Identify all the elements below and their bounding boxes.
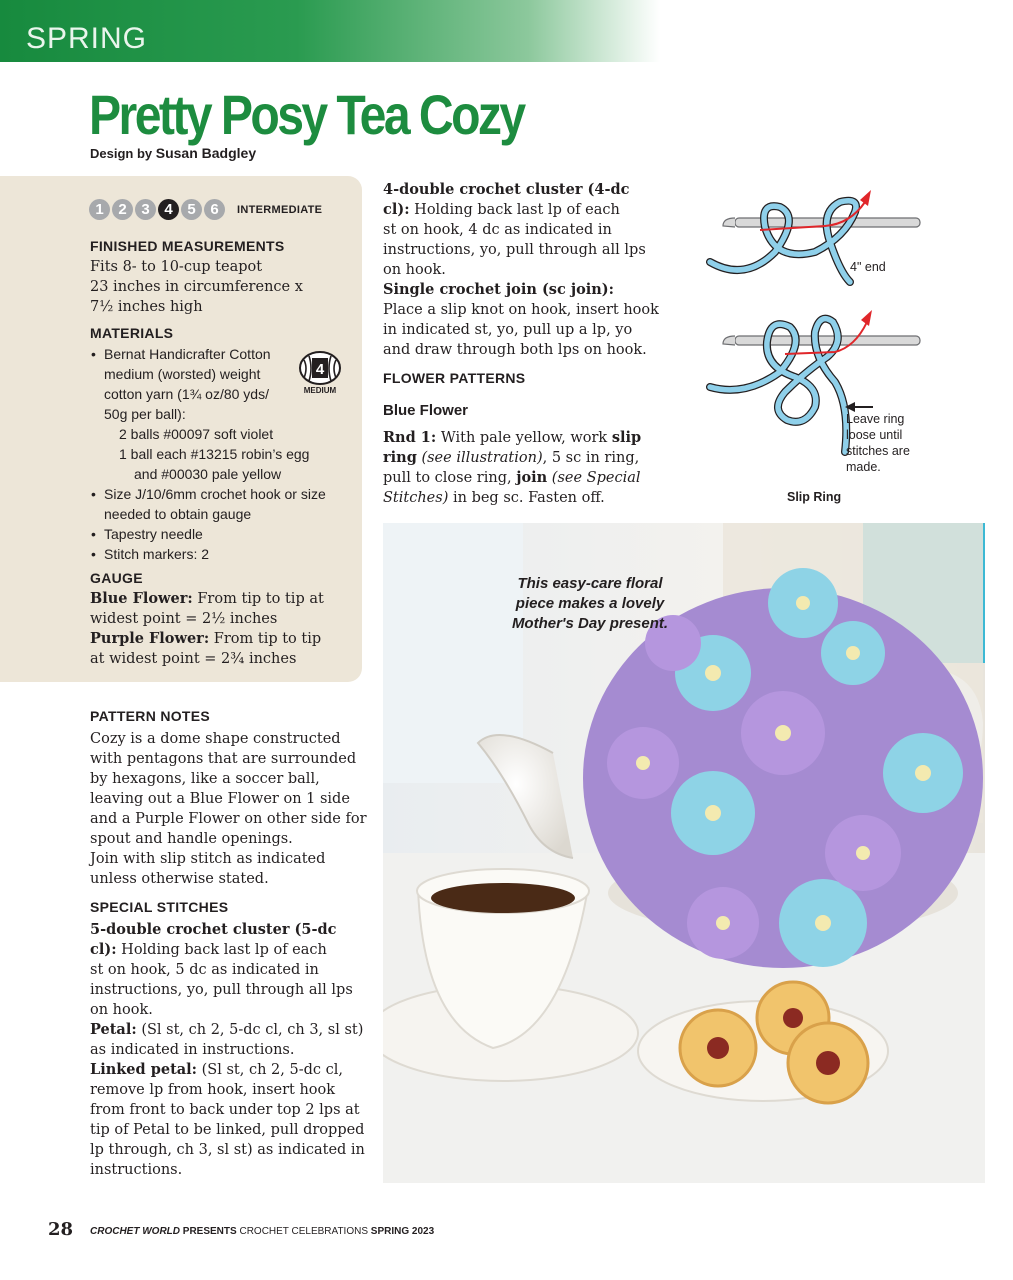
pattern-notes-line: and a Purple Flower on other side for	[90, 811, 367, 827]
stitch-term: Petal:	[90, 1021, 137, 1038]
pattern-notes-line: by hexagons, like a soccer ball,	[90, 771, 320, 787]
skill-level-indicator	[89, 199, 322, 220]
section-label: SPRING	[26, 22, 148, 55]
stitch-text: instructions, yo, pull through all lps	[383, 242, 646, 258]
stitch-text: st on hook, 4 dc as indicated in	[383, 222, 612, 238]
caption-line: piece makes a lovely	[515, 595, 665, 612]
gauge-purple-text: From tip to tip	[213, 631, 322, 647]
gauge-blue-text: widest point = 2½ inches	[90, 611, 278, 627]
materials-hook-line: needed to obtain gauge	[104, 506, 252, 522]
diagram-caption: Slip Ring	[787, 490, 842, 504]
special-stitches-heading: SPECIAL STITCHES	[90, 899, 229, 915]
byline	[90, 145, 256, 161]
gauge-text	[90, 589, 362, 669]
materials-heading: MATERIALS	[90, 325, 174, 341]
round-term: ring	[383, 449, 417, 466]
materials-hook-line: • Size J/10/6mm crochet hook or size	[89, 484, 359, 504]
materials-yarn-line: • Bernat Handicrafter Cotton	[89, 344, 359, 364]
skill-level-5: 5	[181, 199, 202, 220]
gauge-heading: GAUGE	[90, 570, 143, 586]
byline-prefix: Design by	[90, 146, 153, 161]
stitch-term: cl):	[90, 941, 117, 958]
special-stitches-left	[90, 920, 375, 1180]
finished-measurements-heading: FINISHED MEASUREMENTS	[90, 238, 285, 254]
stitch-text: on hook.	[383, 262, 446, 278]
round-term: join	[516, 469, 548, 486]
stitch-term: Linked petal:	[90, 1061, 198, 1078]
footer-presents: PRESENTS	[182, 1226, 237, 1237]
diagram-note-line: made.	[846, 460, 881, 474]
skill-level-2: 2	[112, 199, 133, 220]
finished-measurements	[90, 257, 360, 317]
stitch-term: 4-double crochet cluster (4-dc	[383, 181, 630, 198]
pattern-notes-line: spout and handle openings.	[90, 831, 293, 847]
stitch-text: from front to back under top 2 lps at	[90, 1102, 360, 1118]
round-text: , 5 sc in ring,	[542, 450, 640, 466]
round-text: With pale yellow, work	[440, 430, 608, 446]
caption-line: Mother's Day present.	[511, 615, 669, 632]
finished-line: 7½ inches high	[90, 299, 203, 315]
finished-line: Fits 8- to 10-cup teapot	[90, 259, 263, 275]
yarn-skein-icon	[296, 350, 344, 390]
gauge-purple-term: Purple Flower:	[90, 630, 210, 647]
page-number: 28	[48, 1219, 74, 1240]
skill-level-label: INTERMEDIATE	[237, 203, 323, 216]
diagram-note-line: loose until	[846, 428, 903, 442]
stitch-text: (Sl st, ch 2, 5-dc cl,	[201, 1062, 343, 1078]
gauge-blue-term: Blue Flower:	[90, 590, 193, 607]
pattern-notes-line: Join with slip stitch as indicated	[90, 851, 326, 867]
diagram-leave-ring-note	[846, 411, 910, 475]
round-text: pull to close ring,	[383, 470, 512, 486]
materials-yarn-line: medium (worsted) weight	[104, 366, 261, 382]
pattern-notes-line: Cozy is a dome shape constructed	[90, 731, 341, 747]
yarn-weight-badge	[296, 350, 344, 398]
yarn-color-line: and #00030 pale yellow	[134, 466, 282, 482]
materials-yarn-line: 50g per ball):	[104, 406, 186, 422]
page-title: Pretty Posy Tea Cozy	[89, 83, 524, 146]
skill-level-4-active: 4	[158, 199, 179, 220]
stitch-text: instructions, yo, pull through all lps	[90, 982, 353, 998]
materials-needle: • Tapestry needle	[89, 524, 359, 544]
caption-line: This easy-care floral	[517, 575, 663, 592]
stitch-text: Holding back last lp of each	[121, 942, 327, 958]
pattern-notes-line: unless otherwise stated.	[90, 871, 269, 887]
pattern-notes-line: leaving out a Blue Flower on 1 side	[90, 791, 350, 807]
finished-line: 23 inches in circumference x	[90, 279, 303, 295]
pattern-notes	[90, 729, 375, 889]
stitch-term: cl):	[383, 201, 410, 218]
stitch-text: st on hook, 5 dc as indicated in	[90, 962, 319, 978]
skill-level-1: 1	[89, 199, 110, 220]
blue-flower-round-1	[383, 428, 673, 508]
stitch-term: Single crochet join (sc join):	[383, 281, 615, 298]
yarn-color-line: 1 ball each #13215 robin’s egg	[119, 446, 310, 462]
footer-season: SPRING 2023	[370, 1226, 435, 1237]
round-label: Rnd 1:	[383, 429, 437, 446]
stitch-text: remove lp from hook, insert hook	[90, 1082, 336, 1098]
stitch-text: and draw through both lps on hook.	[383, 342, 647, 358]
stitch-term: 5-double crochet cluster (5-dc	[90, 921, 337, 938]
materials-yarn-line: cotton yarn (1¾ oz/80 yds/	[104, 386, 269, 402]
footer-magazine: CROCHET WORLD	[90, 1226, 180, 1237]
footer-issue: CROCHET CELEBRATIONS	[239, 1226, 369, 1237]
footer-credit	[90, 1226, 434, 1237]
stitch-text: in indicated st, yo, pull up a lp, yo	[383, 322, 633, 338]
blue-flower-subheading: Blue Flower	[383, 402, 469, 419]
stitch-text: (Sl st, ch 2, 5-dc cl, ch 3, sl st)	[141, 1022, 364, 1038]
stitch-text: instructions.	[90, 1162, 183, 1178]
stitch-text: lp through, ch 3, sl st) as indicated in	[90, 1142, 365, 1158]
diagram-end-label: 4" end	[850, 260, 886, 274]
round-reference: (see Special	[551, 470, 641, 486]
round-term: slip	[611, 429, 642, 446]
stitch-text: Holding back last lp of each	[414, 202, 620, 218]
skill-level-6: 6	[204, 199, 225, 220]
gauge-purple-text: at widest point = 2¾ inches	[90, 651, 297, 667]
stitch-text: as indicated in instructions.	[90, 1042, 295, 1058]
round-reference: (see illustration)	[421, 450, 543, 466]
slip-ring-diagram	[705, 182, 930, 507]
yarn-weight-label: MEDIUM	[303, 386, 337, 395]
flower-patterns-heading: FLOWER PATTERNS	[383, 370, 526, 386]
gauge-blue-text: From tip to tip at	[197, 591, 324, 607]
materials-markers: • Stitch markers: 2	[89, 544, 359, 564]
yarn-color-line: 2 balls #00097 soft violet	[119, 426, 274, 442]
crochet-hook-icon	[723, 336, 920, 345]
diagram-note-line: stitches are	[846, 444, 910, 458]
round-text: in beg sc. Fasten off.	[452, 490, 605, 506]
stitch-text: Place a slip knot on hook, insert hook	[383, 302, 659, 318]
stitch-text: on hook.	[90, 1002, 153, 1018]
pattern-notes-line: with pentagons that are surrounded	[90, 751, 357, 767]
photo-caption	[495, 574, 685, 634]
designer-name: Susan Badgley	[155, 145, 257, 161]
special-stitches-right	[383, 180, 673, 360]
pattern-notes-heading: PATTERN NOTES	[90, 708, 211, 724]
round-reference: Stitches)	[383, 490, 449, 506]
yarn-weight-number: 4	[315, 361, 325, 378]
stitch-text: tip of Petal to be linked, pull dropped	[90, 1122, 365, 1138]
skill-level-3: 3	[135, 199, 156, 220]
diagram-note-line: Leave ring	[846, 412, 905, 426]
